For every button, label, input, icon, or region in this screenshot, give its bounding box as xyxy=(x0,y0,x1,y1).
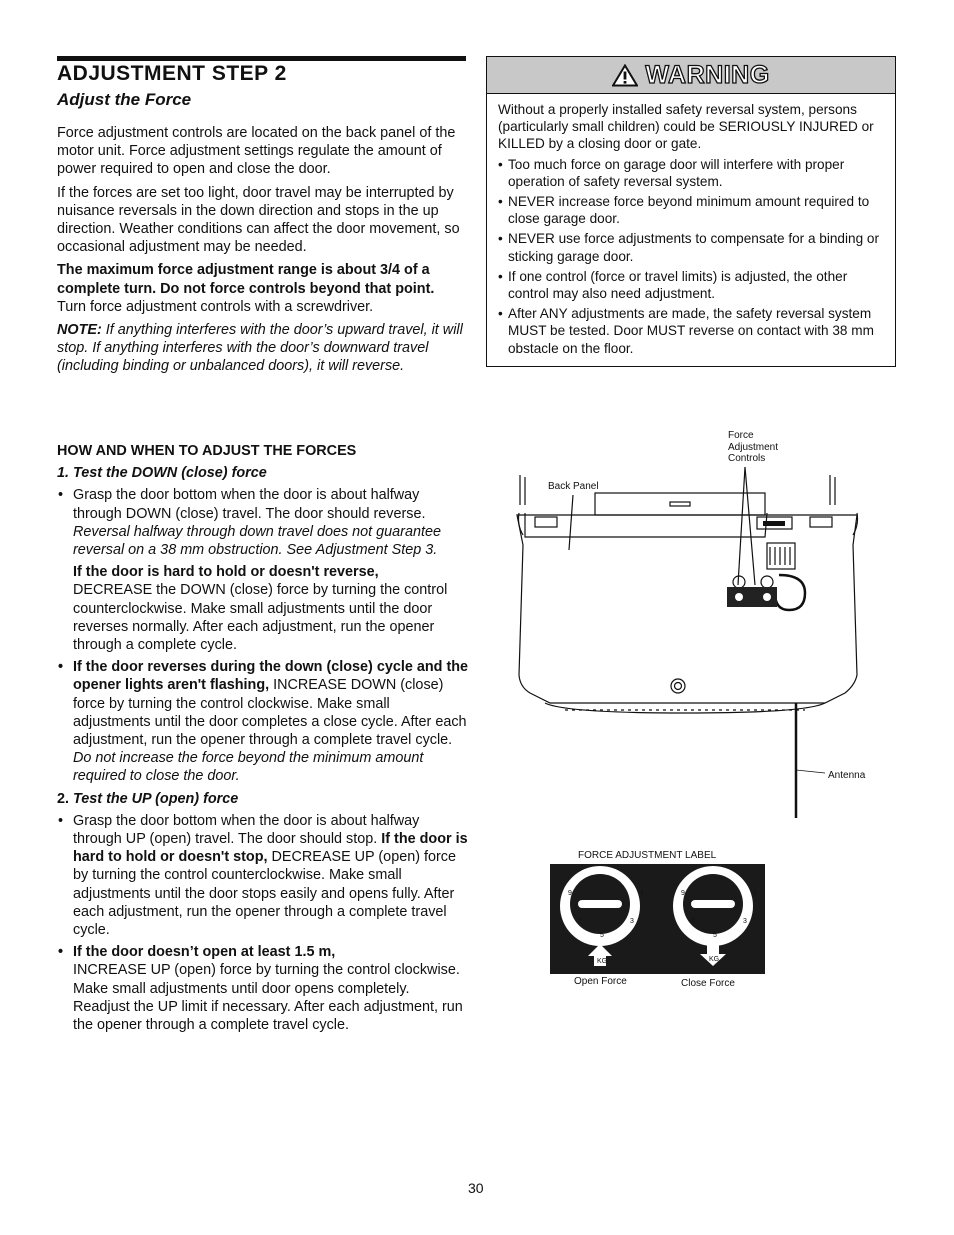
page-title: ADJUSTMENT STEP 2 xyxy=(57,62,287,85)
page-subtitle: Adjust the Force xyxy=(57,90,192,109)
dial-number: 3 xyxy=(630,918,634,925)
intro-paragraph-3 xyxy=(57,261,467,316)
warning-triangle-icon xyxy=(612,64,638,87)
warning-bullet: • If one control (force or travel limits) is adjusted, the other control may also need adjustment. xyxy=(498,268,848,302)
close-force-caption: Close Force xyxy=(681,978,735,989)
note-text: If anything interferes with the door’s upward travel, it will stop. If anything interferes with the door’s downward travel (including binding or unbalanced doors), it will reverse. xyxy=(57,322,463,375)
dial-number: 1 xyxy=(753,890,757,897)
kg-marker: KG xyxy=(709,956,720,963)
dial-number: 9 xyxy=(681,890,685,897)
warning-header xyxy=(487,57,895,94)
dial-number: 3 xyxy=(743,918,747,925)
list-item: • If the door reverses during the down (close) cycle and the opener lights aren't flashing, INCREASE DOWN (close) force by turning the control clockwise. Make small adjustments until the door completes a close cycle. After each adjustment, run the opener through a complete travel cycle. Do not increase the force beyond the minimum amount required to close the door. xyxy=(58,659,469,785)
open-force-caption: Open Force xyxy=(574,976,627,987)
dial-number: 1 xyxy=(640,890,644,897)
dial-number: 5 xyxy=(600,932,604,939)
back-panel-label: Back Panel xyxy=(548,481,599,492)
antenna-label: Antenna xyxy=(828,770,866,781)
warning-body xyxy=(498,101,888,360)
section-rule xyxy=(57,56,466,61)
warning-bullet: • NEVER use force adjustments to compensate for a binding or sticking garage door. xyxy=(498,231,880,264)
step-1-heading: 1. Test the DOWN (close) force xyxy=(57,465,267,482)
warning-bullet: • Too much force on garage door will interfere with proper operation of safety reversal system. xyxy=(498,156,845,189)
list-item-detail: If the door is hard to hold or doesn't reverse, DECREASE the DOWN (close) force by turning the control counterclockwise. Make small adjustments until the door reverses normally. After each adjustment, run the opener through a complete cycle. xyxy=(73,564,448,654)
warning-box xyxy=(486,56,896,367)
step-2-heading: 2. Test the UP (open) force xyxy=(57,790,239,807)
howto-section xyxy=(57,442,469,1038)
force-range-warning: The maximum force adjustment range is about 3/4 of a complete turn. Do not force controls beyond that point. xyxy=(57,262,435,297)
intro-paragraph-2: If the forces are set too light, door travel may be interrupted by nuisance reversals in the down direction and stops in the up direction. Weather conditions can affect the door movement, so occasional adjustment may be needed. xyxy=(57,184,460,256)
kg-marker: KG xyxy=(597,958,608,965)
intro-text xyxy=(57,124,467,381)
list-item: • Grasp the door bottom when the door is about halfway through UP (open) travel. The door should stop. If the door is hard to hold or doesn't stop, DECREASE UP (open) force by turning the control counterclockwise. Make small adjustments until the door stops easily and opens fully. After each adjustment, run the opener through a complete travel cycle. xyxy=(58,812,468,939)
force-controls-label: Force Adjustment Controls xyxy=(728,430,779,464)
list-item: • If the door doesn’t open at least 1.5 m, INCREASE UP (open) force by turning the control clockwise. Make small adjustments until door opens completely. Readjust the UP limit if necessary. After each adjustment, run the opener through a complete travel cycle. xyxy=(58,944,463,1034)
howto-heading: HOW AND WHEN TO ADJUST THE FORCES xyxy=(57,443,357,459)
force-range-instruction: Turn force adjustment controls with a screwdriver. xyxy=(57,298,374,315)
warning-bullet: • NEVER increase force beyond minimum amount required to close garage door. xyxy=(498,194,870,227)
dial-number: 7 xyxy=(691,918,695,925)
dial-number: 9 xyxy=(568,890,572,897)
page-number: 30 xyxy=(468,1180,484,1196)
warning-bullet: • After ANY adjustments are made, the safety reversal system MUST be tested. Door MUST reverse on contact with 38 mm obstacle on the floor. xyxy=(498,306,874,356)
note-paragraph xyxy=(57,321,467,376)
warning-intro: Without a properly installed safety reversal system, persons (particularly small children) could be SERIOUSLY INJURED or KILLED by a closing door or gate. xyxy=(498,102,874,152)
force-adjustment-label xyxy=(545,850,765,990)
dial-number: 5 xyxy=(713,932,717,939)
list-item: • Grasp the door bottom when the door is about halfway through DOWN (close) travel. The door should reverse. Reversal halfway through down travel does not guarantee reversal on a 38 mm obstruction. See Adjustment Step 3. xyxy=(58,487,441,559)
motor-unit-diagram xyxy=(505,425,885,825)
note-label: NOTE: xyxy=(57,322,102,339)
force-label-graphic xyxy=(550,864,770,979)
warning-title: WARNING xyxy=(645,60,770,89)
dial-number: 7 xyxy=(578,918,582,925)
intro-paragraph-1: Force adjustment controls are located on the back panel of the motor unit. Force adjustment settings regulate the amount of power required to open and close the door. xyxy=(57,125,456,178)
motor-unit-drawing xyxy=(505,425,885,825)
force-label-title: FORCE ADJUSTMENT LABEL xyxy=(578,850,717,861)
